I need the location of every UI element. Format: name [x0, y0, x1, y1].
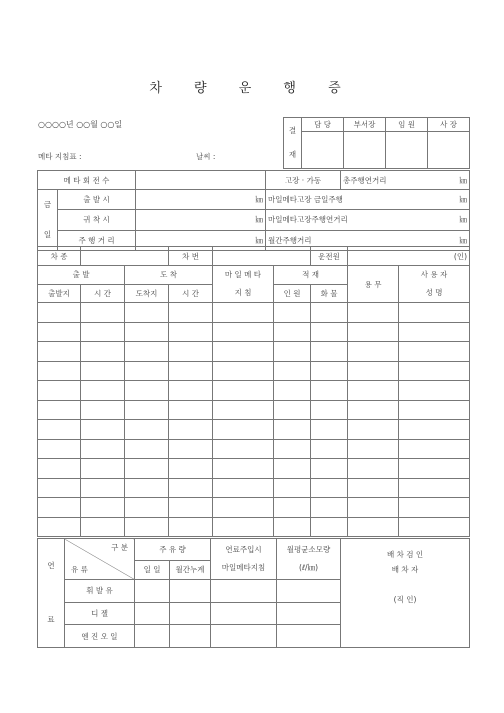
- log-cell[interactable]: [169, 342, 213, 362]
- log-cell[interactable]: [213, 478, 274, 498]
- return-meter-label: 귀 착 시: [58, 210, 136, 230]
- load-header: 적 재: [274, 266, 348, 285]
- log-cell[interactable]: [81, 439, 125, 459]
- approval-table: [283, 117, 470, 169]
- log-cell[interactable]: [169, 478, 213, 498]
- log-cell[interactable]: [38, 322, 81, 342]
- log-cell[interactable]: [38, 342, 81, 362]
- fuel-cell[interactable]: [170, 602, 211, 625]
- log-cell[interactable]: [348, 517, 399, 537]
- log-cell[interactable]: [311, 381, 348, 401]
- refuel-time-header: 연료주입시 마일메타지침: [211, 539, 277, 580]
- log-cell[interactable]: [38, 459, 81, 479]
- log-cell[interactable]: [348, 420, 399, 440]
- fuel-side-label: 연 료: [38, 539, 65, 648]
- refuel-header: 주 유 량: [135, 539, 211, 561]
- log-cell[interactable]: [274, 420, 311, 440]
- log-cell[interactable]: [125, 322, 169, 342]
- log-cell[interactable]: [213, 498, 274, 518]
- log-cell[interactable]: [399, 342, 470, 362]
- log-cell[interactable]: [125, 361, 169, 381]
- fuel-diag-header: 구 분 유 류: [65, 539, 135, 580]
- log-cell[interactable]: [274, 381, 311, 401]
- signature-box[interactable]: [302, 132, 344, 169]
- meter-rotation-value[interactable]: [136, 171, 266, 190]
- log-cell[interactable]: [81, 400, 125, 420]
- fuel-cell[interactable]: [135, 580, 170, 603]
- log-row: [38, 322, 470, 342]
- log-cell[interactable]: [399, 498, 470, 518]
- log-cell[interactable]: [213, 342, 274, 362]
- fuel-cell[interactable]: [211, 625, 277, 648]
- log-cell[interactable]: [81, 361, 125, 381]
- log-cell[interactable]: [399, 517, 470, 537]
- log-cell[interactable]: [311, 420, 348, 440]
- log-cell[interactable]: [38, 303, 81, 323]
- date-line: ○○○○년 ○○월 ○○일: [38, 120, 123, 129]
- log-cell[interactable]: [311, 342, 348, 362]
- log-cell[interactable]: [311, 517, 348, 537]
- vehicle-type-value[interactable]: [81, 247, 169, 266]
- log-cell[interactable]: [169, 420, 213, 440]
- log-cell[interactable]: [311, 498, 348, 518]
- log-cell[interactable]: [81, 459, 125, 479]
- fuel-type-engine-oil: 엔 진 오 일: [65, 625, 135, 648]
- log-cell[interactable]: [169, 498, 213, 518]
- log-cell[interactable]: [348, 322, 399, 342]
- fuel-cell[interactable]: [277, 580, 341, 603]
- meter-table: [37, 170, 470, 251]
- log-row: [38, 400, 470, 420]
- log-cell[interactable]: [125, 478, 169, 498]
- distance-label: 주 행 거 리: [58, 230, 136, 250]
- log-cell[interactable]: [169, 381, 213, 401]
- log-cell[interactable]: [81, 342, 125, 362]
- log-cell[interactable]: [81, 322, 125, 342]
- depart-time-header: 시 간: [81, 284, 125, 303]
- log-cell[interactable]: [213, 517, 274, 537]
- depart-place-header: 출발지: [38, 284, 81, 303]
- cargo-header: 화 물: [311, 284, 348, 303]
- approval-role: 사 장: [428, 118, 470, 132]
- total-distance-label: 총주행연거리 ㎞: [341, 171, 470, 190]
- log-cell[interactable]: [38, 381, 81, 401]
- log-cell[interactable]: [311, 459, 348, 479]
- log-cell[interactable]: [38, 439, 81, 459]
- weather-label: 날씨 :: [196, 152, 216, 161]
- avg-consumption-header: 월평균소모량 (ℓ/㎞): [277, 539, 341, 580]
- arrive-place-header: 도착지: [125, 284, 169, 303]
- signature-box[interactable]: [428, 132, 470, 169]
- log-cell[interactable]: [125, 400, 169, 420]
- signature-box[interactable]: [344, 132, 386, 169]
- log-cell[interactable]: [348, 342, 399, 362]
- log-cell[interactable]: [38, 420, 81, 440]
- fuel-cell[interactable]: [170, 625, 211, 648]
- log-cell[interactable]: [169, 303, 213, 323]
- log-cell[interactable]: [81, 420, 125, 440]
- fuel-cell[interactable]: [135, 602, 170, 625]
- depart-header: 출 발: [38, 266, 125, 285]
- meter-reading-label: 메타 지침표 :: [38, 152, 82, 161]
- log-cell[interactable]: [274, 517, 311, 537]
- approval-side-label: 결 재: [284, 118, 302, 169]
- log-cell[interactable]: [274, 322, 311, 342]
- log-cell[interactable]: [274, 478, 311, 498]
- log-cell[interactable]: [274, 400, 311, 420]
- driver-seal[interactable]: (인): [348, 247, 470, 266]
- log-cell[interactable]: [311, 303, 348, 323]
- log-cell[interactable]: [213, 439, 274, 459]
- log-row: [38, 361, 470, 381]
- log-cell[interactable]: [348, 381, 399, 401]
- log-cell[interactable]: [125, 420, 169, 440]
- log-row: [38, 303, 470, 323]
- log-cell[interactable]: [125, 517, 169, 537]
- log-cell[interactable]: [125, 439, 169, 459]
- log-cell[interactable]: [274, 439, 311, 459]
- log-cell[interactable]: [311, 361, 348, 381]
- log-cell[interactable]: [348, 478, 399, 498]
- log-cell[interactable]: [169, 459, 213, 479]
- log-cell[interactable]: [399, 439, 470, 459]
- driver-label: 운전원: [311, 247, 348, 266]
- log-cell[interactable]: [348, 459, 399, 479]
- depart-meter-value[interactable]: ㎞: [136, 190, 266, 210]
- log-row: [38, 517, 470, 537]
- log-cell[interactable]: [213, 420, 274, 440]
- log-row: [38, 498, 470, 518]
- log-cell[interactable]: [348, 361, 399, 381]
- log-cell[interactable]: [169, 322, 213, 342]
- arrive-header: 도 착: [125, 266, 213, 285]
- log-row: [38, 342, 470, 362]
- fuel-type-gasoline: 휘 발 유: [65, 580, 135, 603]
- log-row: [38, 381, 470, 401]
- log-cell[interactable]: [81, 498, 125, 518]
- fuel-cell[interactable]: [277, 625, 341, 648]
- monthly-distance-label: 월간주행거리 ㎞: [266, 230, 470, 250]
- log-row: [38, 459, 470, 479]
- log-cell[interactable]: [125, 459, 169, 479]
- log-cell[interactable]: [125, 498, 169, 518]
- fuel-type-diesel: 디 젤: [65, 602, 135, 625]
- log-cell[interactable]: [81, 517, 125, 537]
- breakdown-status-label: 고장 · 가동: [266, 171, 341, 190]
- meter-fault-yearly-label: 마일메타고장주행연거리 ㎞: [266, 210, 470, 230]
- refuel-daily-header: 일 일: [135, 560, 170, 579]
- arrive-time-header: 시 간: [169, 284, 213, 303]
- fuel-table: [37, 538, 470, 648]
- log-cell[interactable]: [399, 322, 470, 342]
- vehicle-number-value[interactable]: [213, 247, 311, 266]
- log-cell[interactable]: [399, 361, 470, 381]
- purpose-header: 용 무: [348, 266, 399, 303]
- log-cell[interactable]: [213, 322, 274, 342]
- log-cell[interactable]: [348, 303, 399, 323]
- approval-role: 임 원: [386, 118, 428, 132]
- depart-meter-label: 출 발 시: [58, 190, 136, 210]
- log-cell[interactable]: [399, 459, 470, 479]
- signature-box[interactable]: [386, 132, 428, 169]
- log-cell[interactable]: [274, 498, 311, 518]
- log-cell[interactable]: [274, 342, 311, 362]
- log-cell[interactable]: [399, 400, 470, 420]
- meter-fault-today-label: 마일메타고장 금일주행 ㎞: [266, 190, 470, 210]
- page-title: 차 량 운 행 증: [149, 81, 355, 96]
- fuel-cell[interactable]: [277, 602, 341, 625]
- fuel-cell[interactable]: [211, 580, 277, 603]
- refuel-monthly-header: 월간누계: [170, 560, 211, 579]
- log-cell[interactable]: [348, 439, 399, 459]
- approval-role: 부서장: [344, 118, 386, 132]
- log-cell[interactable]: [169, 400, 213, 420]
- log-row: [38, 478, 470, 498]
- log-cell[interactable]: [169, 517, 213, 537]
- log-cell[interactable]: [38, 361, 81, 381]
- fuel-cell[interactable]: [211, 602, 277, 625]
- log-cell[interactable]: [38, 400, 81, 420]
- log-cell[interactable]: [213, 303, 274, 323]
- meter-rotation-label: 메 타 회 전 수: [38, 171, 136, 190]
- return-meter-value[interactable]: ㎞: [136, 210, 266, 230]
- today-side-label: 금 일: [38, 190, 58, 251]
- log-cell[interactable]: [169, 439, 213, 459]
- log-row: [38, 439, 470, 459]
- log-cell[interactable]: [399, 303, 470, 323]
- log-cell[interactable]: [311, 439, 348, 459]
- user-header: 사 용 자 성 명: [399, 266, 470, 303]
- vehicle-type-label: 차 종: [38, 247, 81, 266]
- people-header: 인 원: [274, 284, 311, 303]
- log-cell[interactable]: [274, 361, 311, 381]
- log-cell[interactable]: [38, 498, 81, 518]
- log-cell[interactable]: [311, 478, 348, 498]
- log-cell[interactable]: [348, 498, 399, 518]
- vehicle-number-label: 차 번: [169, 247, 213, 266]
- distance-value[interactable]: ㎞: [136, 230, 266, 250]
- log-cell[interactable]: [399, 420, 470, 440]
- log-cell[interactable]: [213, 361, 274, 381]
- fuel-cell[interactable]: [135, 625, 170, 648]
- log-cell[interactable]: [213, 459, 274, 479]
- log-cell[interactable]: [213, 400, 274, 420]
- log-table: [37, 246, 470, 537]
- log-cell[interactable]: [348, 400, 399, 420]
- log-row: [38, 420, 470, 440]
- log-cell[interactable]: [169, 361, 213, 381]
- log-cell[interactable]: [81, 303, 125, 323]
- log-cell[interactable]: [274, 303, 311, 323]
- log-cell[interactable]: [38, 478, 81, 498]
- log-cell[interactable]: [81, 381, 125, 401]
- approval-role: 담 당: [302, 118, 344, 132]
- dispatch-box: 배 차 검 인 배 차 자 (직 인): [341, 539, 470, 648]
- fuel-cell[interactable]: [170, 580, 211, 603]
- log-cell[interactable]: [399, 381, 470, 401]
- log-cell[interactable]: [125, 303, 169, 323]
- log-cell[interactable]: [38, 517, 81, 537]
- mile-meter-header: 마 일 메 타 지 침: [213, 266, 274, 303]
- log-cell[interactable]: [311, 322, 348, 342]
- log-cell[interactable]: [213, 381, 274, 401]
- log-cell[interactable]: [311, 400, 348, 420]
- log-cell[interactable]: [125, 342, 169, 362]
- log-cell[interactable]: [274, 459, 311, 479]
- log-cell[interactable]: [125, 381, 169, 401]
- log-cell[interactable]: [81, 478, 125, 498]
- log-cell[interactable]: [399, 478, 470, 498]
